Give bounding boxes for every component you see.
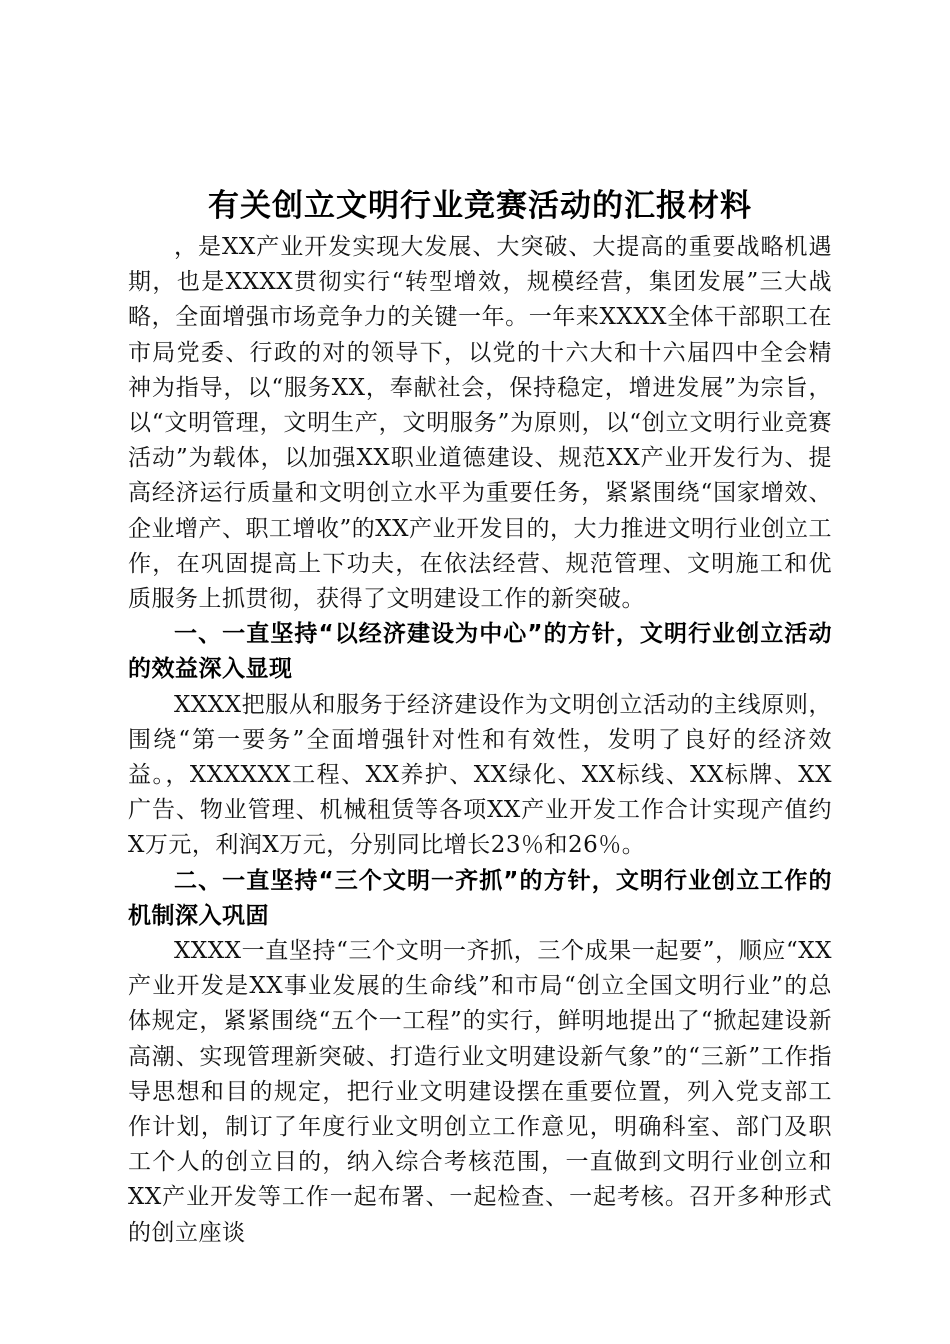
section-1-paragraph: XXXX把服从和服务于经济建设作为文明创立活动的主线原则，围绕“第一要务”全面增强针对性和有效性，发明了良好的经济效益。，XXXXXX工程、XX养护、XX绿化、XX标线、XX标牌、XX广告、物业管理、机械租赁等各项XX产业开发工作合计实现产值约X万元，利润X万元，分别同比增长23％和26％。 [128,691,832,859]
intro-paragraph: ，是XX产业开发实现大发展、大突破、大提高的重要战略机遇期，也是XXXX贯彻实行“转型增效，规模经营，集团发展”三大战略，全面增强市场竞争力的关键一年。一年来XXXX全体干部职工在市局党委、行政的对的领导下，以党的十六大和十六届四中全会精神为指导，以“服务XX，奉献社会，保持稳定，增进发展”为宗旨，以“文明管理，文明生产，文明服务”为原则，以“创立文明行业竞赛活动”为载体，以加强XX职业道德建设、规范XX产业开发行为、提高经济运行质量和文明创立水平为重要任务，紧紧围绕“国家增效、企业增产、职工增收”的XX产业开发目的，大力推进文明行业创立工作，在巩固提高上下功夫，在依法经营、规范管理、文明施工和优质服务上抓贯彻，获得了文明建设工作的新突破。 [128,234,833,613]
section-2-heading: 二、一直坚持“三个文明一齐抓”的方针，文明行业创立工作的机制深入巩固 [128,867,832,929]
section-1-heading: 一、一直坚持“以经济建设为中心”的方针，文明行业创立活动的效益深入显现 [128,621,832,683]
document-title: 有关创立文明行业竞赛活动的汇报材料 [208,188,752,224]
document-body [128,184,832,1251]
section-2-paragraph: XXXX一直坚持“三个文明一齐抓，三个成果一起要”，顺应“XX产业开发是XX事业发展的生命线”和市局“创立全国文明行业”的总体规定，紧紧围绕“五个一工程”的实行，鲜明地提出了“掀起建设新高潮、实现管理新突破、打造行业文明建设新气象”的“三新”工作指导思想和目的规定，把行业文明建设摆在重要位置，列入党支部工作计划，制订了年度行业文明创立工作意见，明确科室、部门及职工个人的创立目的，纳入综合考核范围，一直做到文明行业创立和XX产业开发等工作一起布署、一起检查、一起考核。召开多种形式的创立座谈 [128,938,832,1246]
